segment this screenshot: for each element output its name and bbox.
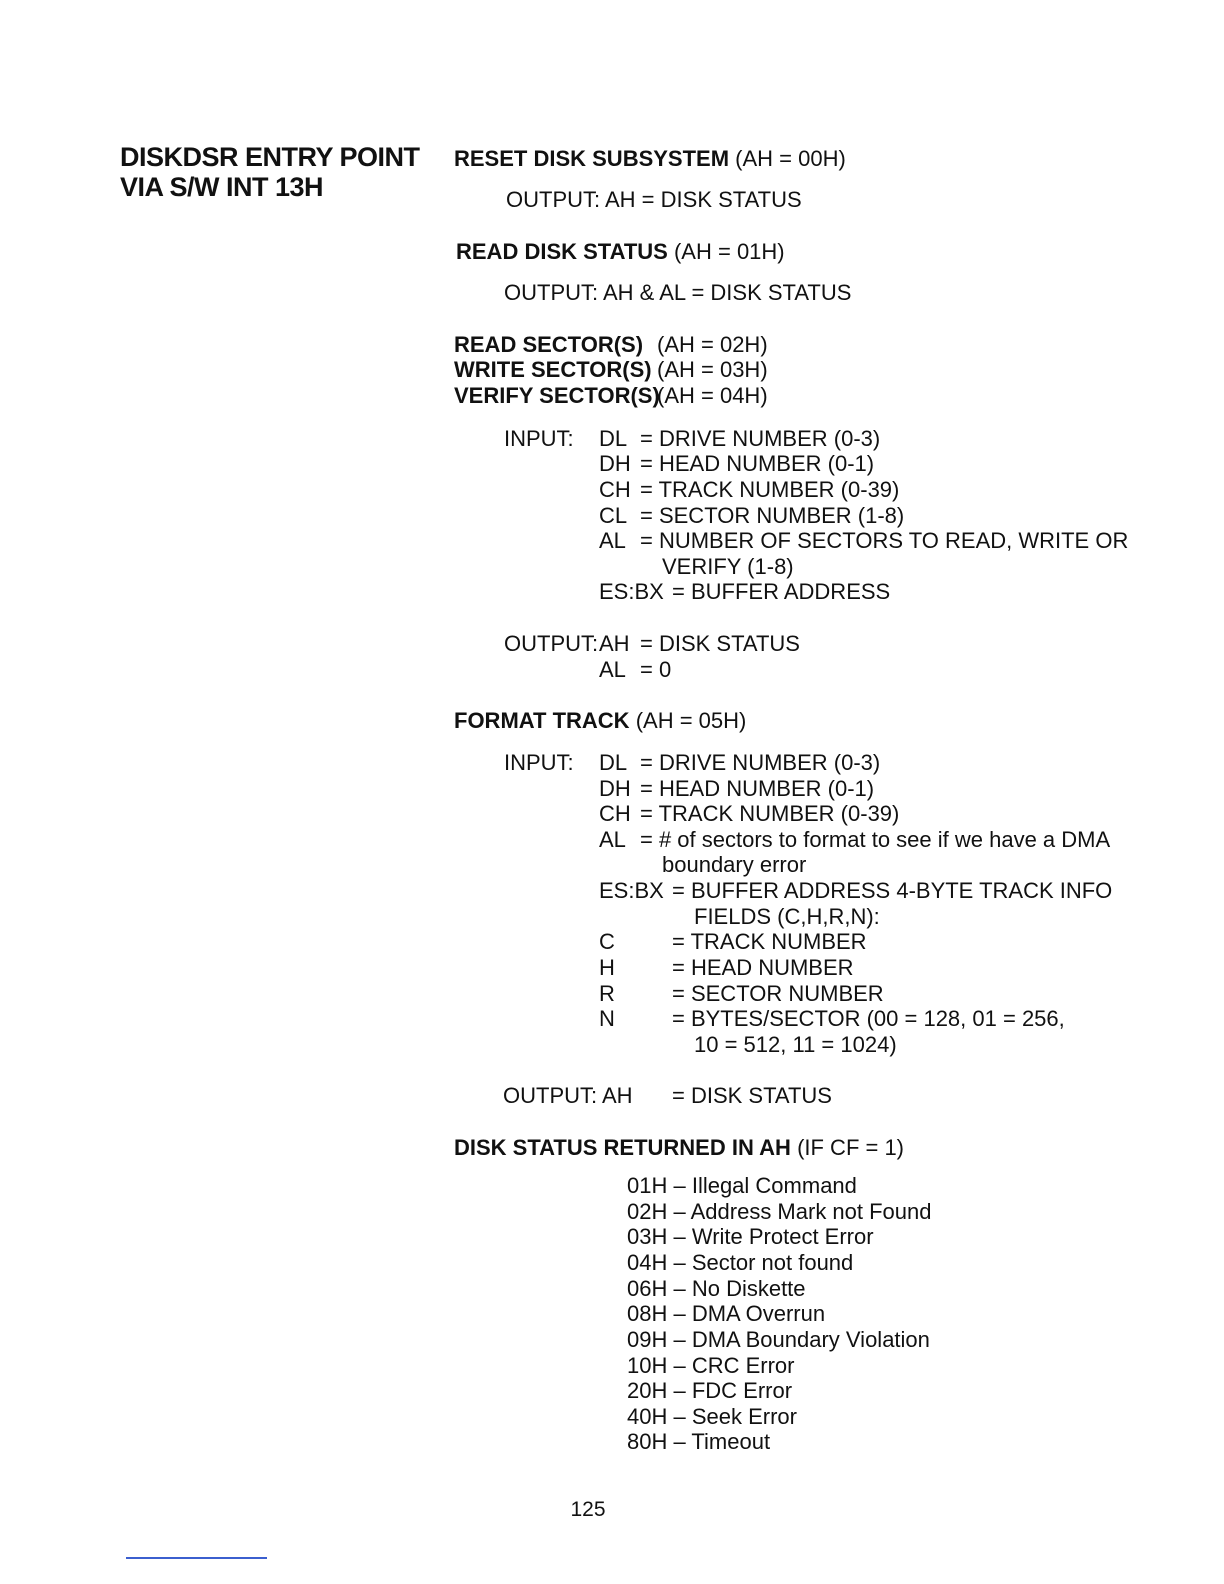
section-title-line-2: VIA S/W INT 13H — [120, 172, 324, 202]
reset-code: (AH = 00H) — [735, 146, 846, 171]
page-number: 125 — [570, 1498, 606, 1521]
format-input-reg-dl: DL — [599, 750, 628, 775]
sectors-input-desc-al: = NUMBER OF SECTORS TO READ, WRITE OR — [640, 528, 1129, 553]
status-code: 80H – Timeout — [627, 1429, 771, 1454]
read-status-heading-row — [456, 239, 785, 265]
status-code-desc: No Diskette — [691, 1276, 806, 1301]
format-field-desc-r: = SECTOR NUMBER — [672, 981, 884, 1006]
status-code-value: 02H — [627, 1199, 668, 1224]
format-input-desc-dh: = HEAD NUMBER (0-1) — [640, 776, 875, 801]
write-sectors-code: (AH = 03H) — [657, 357, 768, 382]
status-code-value: 06H — [627, 1276, 668, 1301]
format-field-reg-n: N — [599, 1006, 615, 1031]
format-field-reg-h: H — [599, 955, 615, 980]
sectors-output-reg-ah: AH — [599, 631, 630, 656]
reset-output: OUTPUT: AH = DISK STATUS — [506, 187, 802, 212]
status-code: 06H – No Diskette — [627, 1276, 806, 1301]
sectors-input-desc-cl: = SECTOR NUMBER (1-8) — [640, 503, 905, 528]
status-code-desc: Address Mark not Found — [690, 1199, 932, 1224]
read-status-heading: READ DISK STATUS — [456, 239, 668, 264]
format-code: (AH = 05H) — [635, 708, 747, 733]
status-code: 08H – DMA Overrun — [627, 1301, 826, 1326]
read-sectors-heading: READ SECTOR(S) — [454, 332, 644, 357]
sectors-input-reg-al: AL — [599, 528, 626, 553]
section-title-line-1: DISKDSR ENTRY POINT — [120, 142, 420, 172]
sectors-input-reg-ch: CH — [599, 477, 631, 502]
status-code-desc: FDC Error — [691, 1378, 793, 1403]
format-input-desc-ch: = TRACK NUMBER (0-39) — [640, 801, 900, 826]
sectors-output-label: OUTPUT: — [504, 631, 599, 656]
sectors-input-desc-ch: = TRACK NUMBER (0-39) — [640, 477, 900, 502]
format-input-label: INPUT: — [504, 750, 574, 775]
format-input-reg-ch: CH — [599, 801, 631, 826]
status-code: 09H – DMA Boundary Violation — [627, 1327, 930, 1352]
status-condition: (IF CF = 1) — [797, 1135, 905, 1160]
sectors-input-desc-dh: = HEAD NUMBER (0-1) — [640, 451, 875, 476]
status-code: 01H – Illegal Command — [627, 1173, 857, 1198]
sectors-input-label: INPUT: — [504, 426, 574, 451]
format-field-desc-h: = HEAD NUMBER — [672, 955, 854, 980]
status-code: 20H – FDC Error — [627, 1378, 793, 1403]
format-input-reg-al: AL — [599, 827, 626, 852]
status-code-value: 40H — [627, 1404, 668, 1429]
status-code-desc: Timeout — [691, 1429, 771, 1454]
status-code: 10H – CRC Error — [627, 1353, 795, 1378]
sectors-input-reg-dh: DH — [599, 451, 631, 476]
format-output-label: OUTPUT: AH — [503, 1083, 633, 1108]
status-code: 03H – Write Protect Error — [627, 1224, 874, 1249]
status-heading-row — [454, 1135, 904, 1161]
status-code-value: 01H — [627, 1173, 668, 1198]
status-code-desc: Seek Error — [691, 1404, 797, 1429]
status-code-value: 08H — [627, 1301, 668, 1326]
sectors-input-reg-dl: DL — [599, 426, 628, 451]
status-code: 40H – Seek Error — [627, 1404, 797, 1429]
format-input-desc-esbx-cont: FIELDS (C,H,R,N): — [694, 904, 880, 929]
status-code-value: 04H — [627, 1250, 668, 1275]
sectors-input-reg-cl: CL — [599, 503, 628, 528]
format-input-desc-dl: = DRIVE NUMBER (0-3) — [640, 750, 881, 775]
status-code-desc: DMA Overrun — [691, 1301, 826, 1326]
sectors-output-desc-ah: = DISK STATUS — [640, 631, 800, 656]
format-field-desc-c: = TRACK NUMBER — [672, 929, 867, 954]
format-field-reg-r: R — [599, 981, 615, 1006]
status-code-value: 20H — [627, 1378, 668, 1403]
reset-heading-row — [454, 146, 846, 172]
sectors-input-desc-dl: = DRIVE NUMBER (0-3) — [640, 426, 881, 451]
sectors-input-reg-esbx: ES:BX — [599, 579, 664, 604]
status-code-value: 03H — [627, 1224, 668, 1249]
sectors-input-desc-esbx: = BUFFER ADDRESS — [672, 579, 891, 604]
sectors-output-desc-al: = 0 — [640, 657, 672, 682]
status-code-value: 10H — [627, 1353, 668, 1378]
footer-rule — [126, 1557, 267, 1559]
status-code-desc: Sector not found — [691, 1250, 854, 1275]
read-sectors-code: (AH = 02H) — [657, 332, 768, 357]
format-field-reg-c: C — [599, 929, 615, 954]
verify-sectors-heading: VERIFY SECTOR(S) — [454, 383, 660, 408]
format-input-desc-esbx: = BUFFER ADDRESS 4-BYTE TRACK INFO — [672, 878, 1113, 903]
reset-heading: RESET DISK SUBSYSTEM — [454, 146, 730, 171]
format-input-desc-al-cont: boundary error — [662, 852, 807, 877]
status-code-desc: DMA Boundary Violation — [691, 1327, 930, 1352]
format-heading: FORMAT TRACK — [454, 708, 630, 733]
status-code-desc: CRC Error — [691, 1353, 795, 1378]
sectors-output-reg-al: AL — [599, 657, 626, 682]
format-input-reg-esbx: ES:BX — [599, 878, 664, 903]
format-field-desc-n-cont: 10 = 512, 11 = 1024) — [694, 1032, 897, 1057]
write-sectors-heading: WRITE SECTOR(S) — [454, 357, 652, 382]
format-input-reg-dh: DH — [599, 776, 631, 801]
status-code-value: 09H — [627, 1327, 668, 1352]
verify-sectors-code: (AH = 04H) — [657, 383, 768, 408]
section-title — [120, 142, 420, 202]
format-heading-row — [454, 708, 746, 734]
format-field-desc-n: = BYTES/SECTOR (00 = 128, 01 = 256, — [672, 1006, 1065, 1031]
format-output-desc: = DISK STATUS — [672, 1083, 832, 1108]
format-input-desc-al: = # of sectors to format to see if we have a DMA — [640, 827, 1111, 852]
status-code-desc: Illegal Command — [691, 1173, 857, 1198]
status-code-value: 80H — [627, 1429, 668, 1454]
read-status-code: (AH = 01H) — [673, 239, 785, 264]
status-code: 04H – Sector not found — [627, 1250, 854, 1275]
sectors-input-desc-al-cont: VERIFY (1-8) — [662, 554, 794, 579]
read-status-output: OUTPUT: AH & AL = DISK STATUS — [504, 280, 852, 305]
status-code-desc: Write Protect Error — [691, 1224, 874, 1249]
status-code: 02H – Address Mark not Found — [627, 1199, 932, 1224]
status-heading: DISK STATUS RETURNED IN AH — [454, 1135, 791, 1160]
